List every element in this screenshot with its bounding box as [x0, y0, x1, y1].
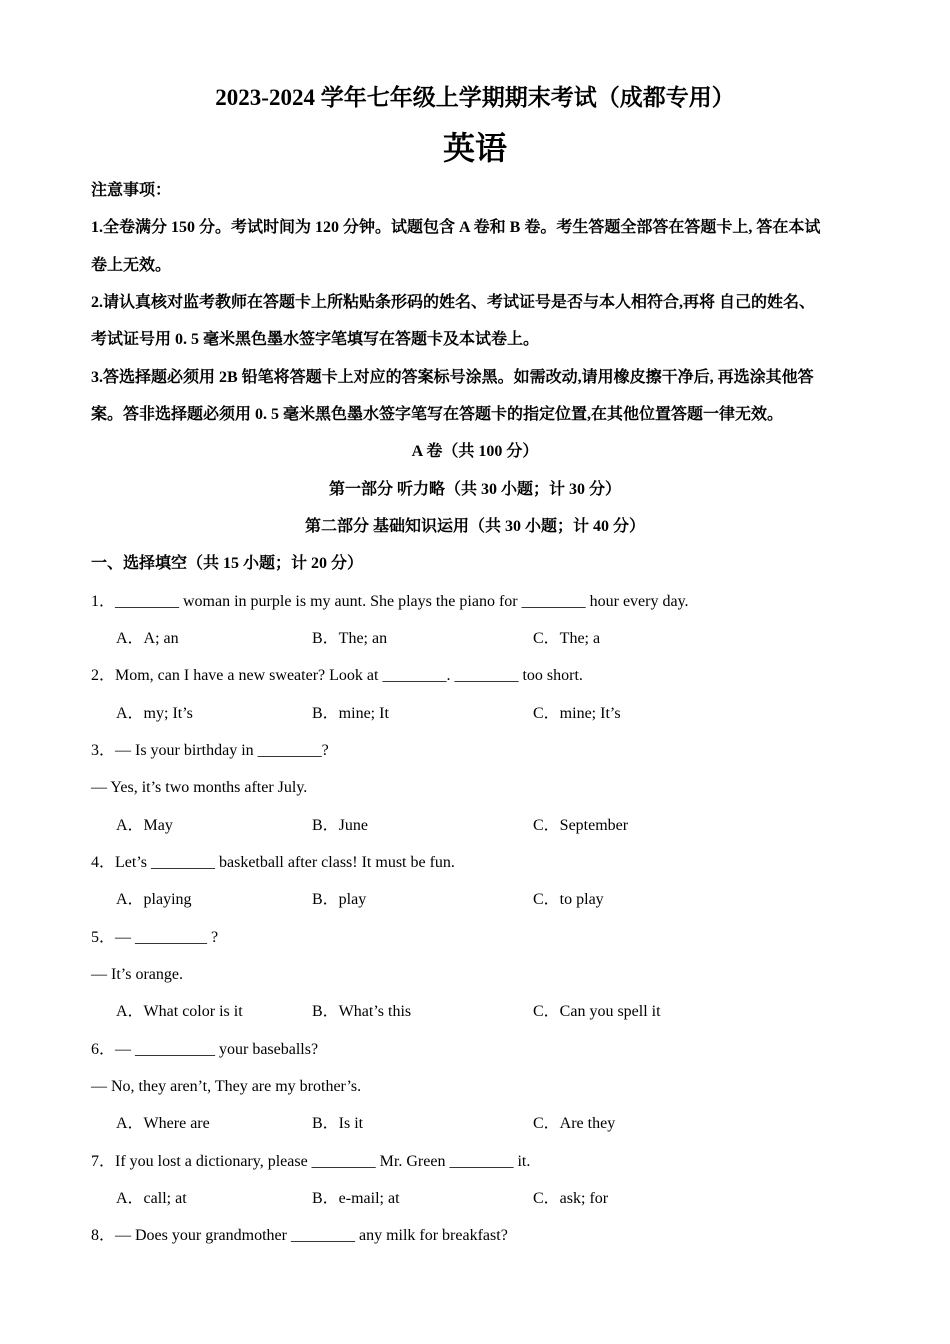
question-3-stem: 3．— Is your birthday in ________? — [91, 742, 329, 759]
question-7-option-c: C．ask; for — [533, 1190, 609, 1207]
note-line: 1.全卷满分 150 分。考试时间为 120 分钟。试题包含 A 卷和 B 卷。考生答题全部答在答题卡上, 答在本试 — [91, 219, 821, 236]
question-8-stem: 8．— Does your grandmother ________ any milk for breakfast? — [91, 1227, 508, 1244]
question-5-stem-reply: — It’s orange. — [91, 966, 183, 983]
question-4-stem: 4．Let’s ________ basketball after class! It must be fun. — [91, 854, 455, 871]
question-5-option-b: B．What’s this — [312, 1003, 412, 1020]
question-4-option-b: B．play — [312, 891, 367, 908]
note-line: 案。答非选择题必须用 0. 5 毫米黑色墨水签字笔写在答题卡的指定位置,在其他位置答题一律无效。 — [91, 406, 784, 423]
question-6-stem: 6．— __________ your baseballs? — [91, 1041, 319, 1058]
question-1-stem: 1．________ woman in purple is my aunt. She plays the piano for ________ hour every day. — [91, 593, 689, 610]
question-5-option-c: C．Can you spell it — [533, 1003, 661, 1020]
question-6-option-c: C．Are they — [533, 1115, 616, 1132]
question-6-option-b: B．Is it — [312, 1115, 364, 1132]
question-7-stem: 7．If you lost a dictionary, please ________ Mr. Green ________ it. — [91, 1153, 531, 1170]
question-2-option-b: B．mine; It — [312, 705, 389, 722]
part1-heading: 第一部分 听力略（共 30 小题；计 30 分） — [328, 481, 621, 498]
sub-section-heading: 一、选择填空（共 15 小题；计 20 分） — [91, 555, 364, 572]
question-2-option-a: A．my; It’s — [116, 705, 193, 722]
note-line: 考试证号用 0. 5 毫米黑色墨水签字笔填写在答题卡及本试卷上。 — [91, 331, 540, 348]
question-5-stem: 5．— _________ ? — [91, 929, 219, 946]
notes-heading: 注意事项： — [91, 182, 172, 199]
exam-title: 2023-2024 学年七年级上学期期末考试（成都专用） — [215, 85, 735, 110]
question-2-option-c: C．mine; It’s — [533, 705, 621, 722]
note-line: 2.请认真核对监考教师在答题卡上所粘贴条形码的姓名、考试证号是否与本人相符合,再将 自己的姓名、 — [91, 294, 816, 311]
question-4-option-a: A．playing — [116, 891, 192, 908]
note-line: 卷上无效。 — [91, 257, 172, 274]
question-6-option-a: A．Where are — [116, 1115, 210, 1132]
question-3-option-c: C．September — [533, 817, 629, 834]
note-line: 3.答选择题必须用 2B 铅笔将答题卡上对应的答案标号涂黑。如需改动,请用橡皮擦干净后, 再选涂其他答 — [91, 369, 814, 386]
question-4-option-c: C．to play — [533, 891, 604, 908]
question-3-stem-reply: — Yes, it’s two months after July. — [91, 779, 308, 796]
question-1-option-b: B．The; an — [312, 630, 388, 647]
question-2-stem: 2．Mom, can I have a new sweater? Look at ________. ________ too short. — [91, 667, 583, 684]
question-6-stem-reply: — No, they aren’t, They are my brother’s. — [91, 1078, 362, 1095]
question-3-option-a: A．May — [116, 817, 173, 834]
question-5-option-a: A．What color is it — [116, 1003, 243, 1020]
question-7-option-a: A．call; at — [116, 1190, 187, 1207]
question-1-option-a: A．A; an — [116, 630, 179, 647]
question-7-option-b: B．e-mail; at — [312, 1190, 400, 1207]
paper-a-heading: A 卷（共 100 分） — [411, 443, 539, 460]
part2-heading: 第二部分 基础知识运用（共 30 小题；计 40 分） — [304, 518, 645, 535]
question-3-option-b: B．June — [312, 817, 369, 834]
question-1-option-c: C．The; a — [533, 630, 601, 647]
subject-title: 英语 — [442, 129, 507, 167]
